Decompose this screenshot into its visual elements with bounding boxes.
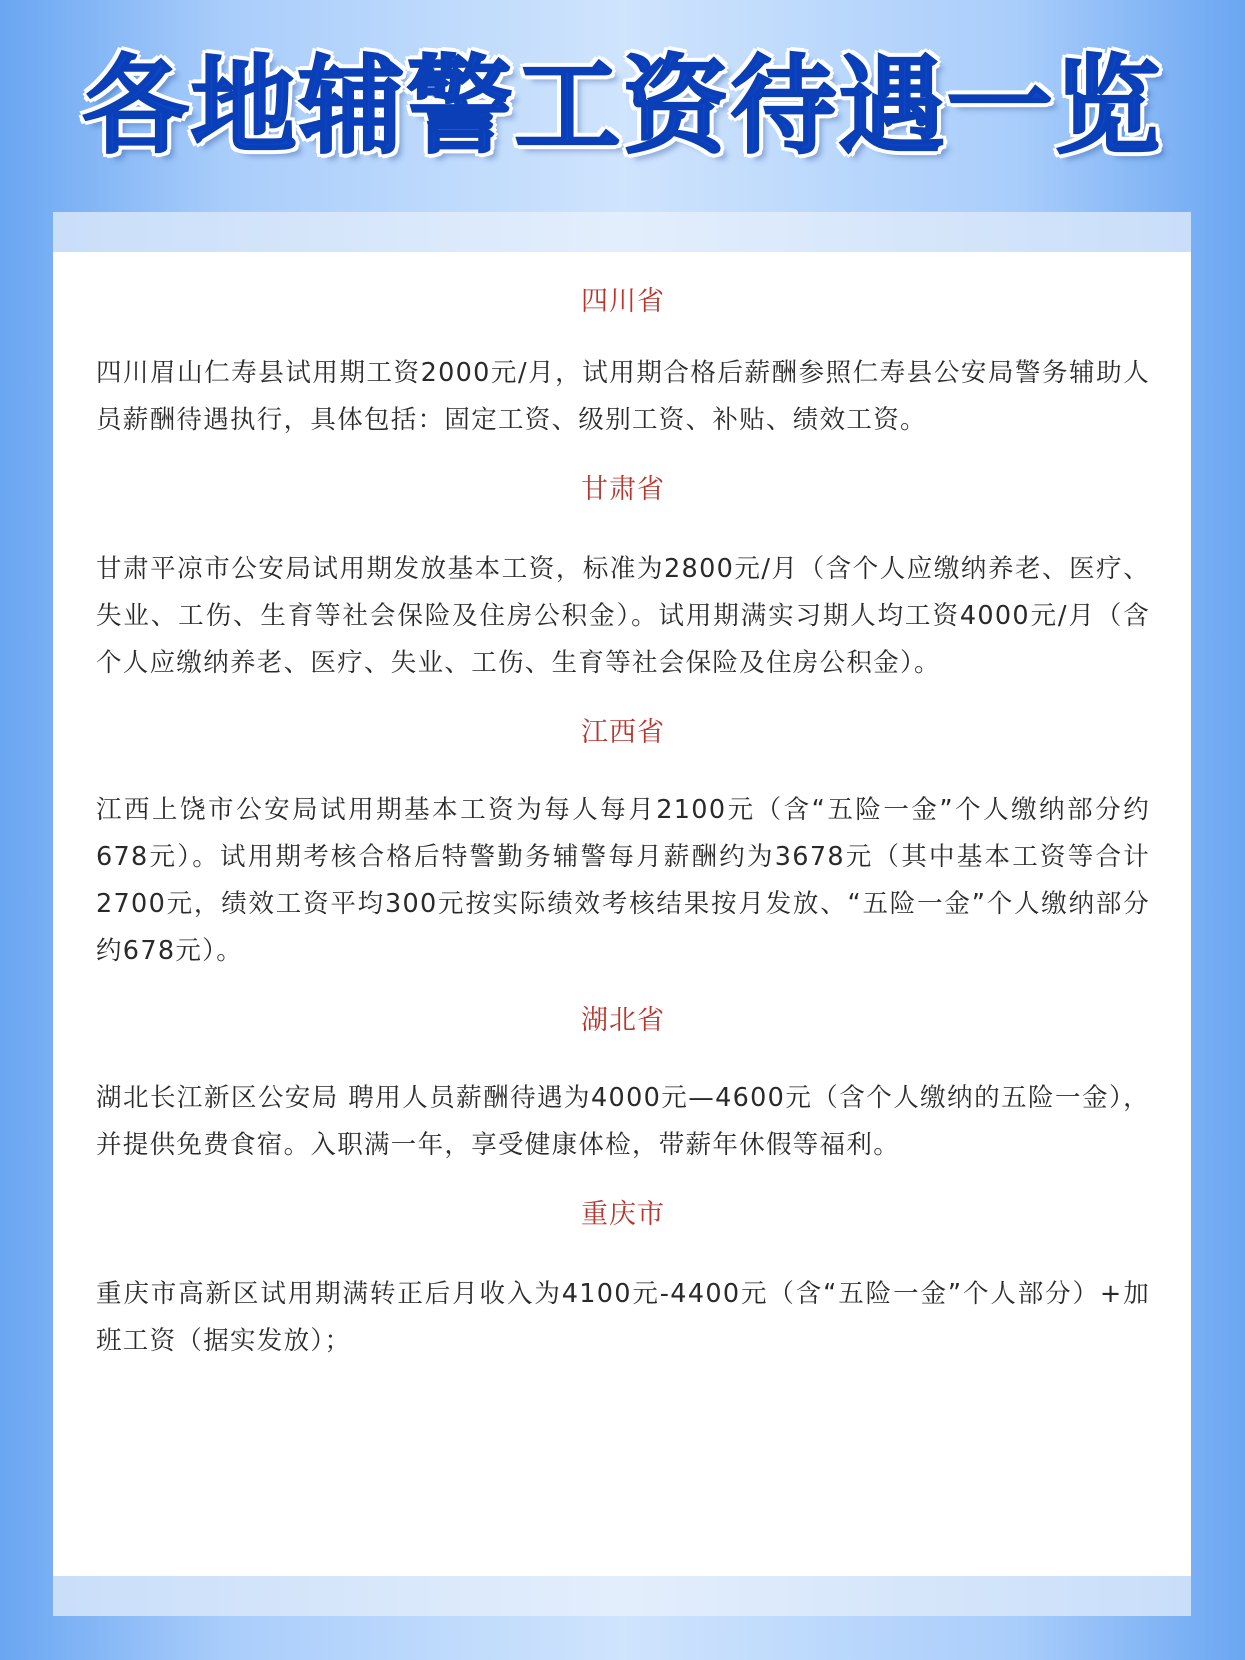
page-title: 各地辅警工资待遇一览 (82, 45, 1163, 168)
card-bottom-band (53, 1576, 1191, 1616)
section-body-jiangxi: 江西上饶市公安局试用期基本工资为每人每月2100元（含“五险一金”个人缴纳部分约678元）。试用期考核合格后特警勤务辅警每月薪酬约为3678元（其中基本工资等合计2700元，绩效工资平均300元按实际绩效考核结果按月发放、“五险一金”个人缴纳部分约678元）。 (96, 795, 1150, 966)
section-heading-gansu: 甘肃省 (581, 474, 665, 505)
card-content (96, 252, 1150, 1365)
section-body-sichuan: 四川眉山仁寿县试用期工资2000元/月，试用期合格后薪酬参照仁寿县公安局警务辅助人员薪酬待遇执行，具体包括：固定工资、级别工资、补贴、绩效工资。 (96, 358, 1150, 435)
content-card (53, 212, 1191, 1616)
card-top-band (53, 212, 1191, 252)
section-body-hubei: 湖北长江新区公安局 聘用人员薪酬待遇为4000元—4600元（含个人缴纳的五险一金），并提供免费食宿。入职满一年，享受健康体检，带薪年休假等福利。 (96, 1083, 1150, 1160)
section-body-chongqing: 重庆市高新区试用期满转正后月收入为4100元-4400元（含“五险一金”个人部分）+加班工资（据实发放）； (96, 1279, 1150, 1356)
section-heading-sichuan: 四川省 (581, 286, 665, 317)
section-heading-jiangxi: 江西省 (581, 717, 665, 748)
section-heading-hubei: 湖北省 (581, 1005, 665, 1036)
section-body-gansu: 甘肃平凉市公安局试用期发放基本工资，标准为2800元/月（含个人应缴纳养老、医疗、失业、工伤、生育等社会保险及住房公积金）。试用期满实习期人均工资4000元/月（含个人应缴纳养老、医疗、失业、工伤、生育等社会保险及住房公积金）。 (96, 554, 1150, 678)
section-heading-chongqing: 重庆市 (581, 1199, 665, 1230)
